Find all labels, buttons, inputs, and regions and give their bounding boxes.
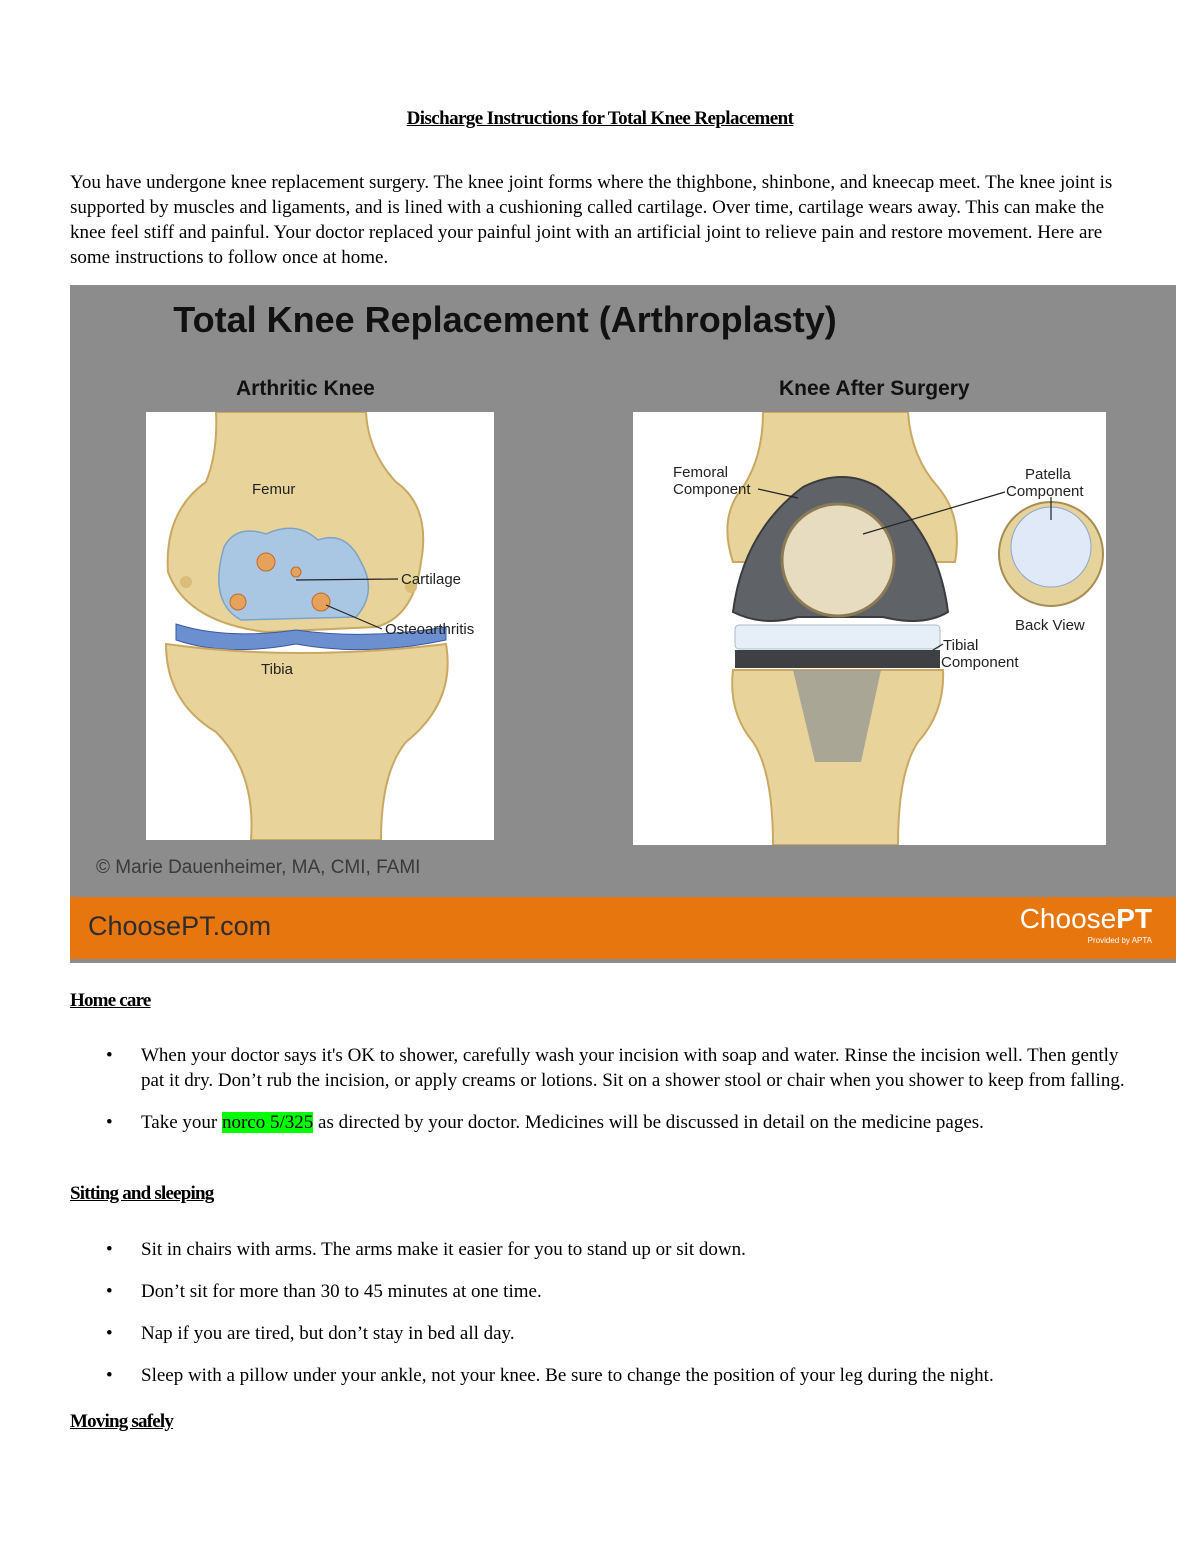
arthritic-knee-title: Arthritic Knee bbox=[236, 377, 375, 400]
arthritic-knee-illustration bbox=[146, 412, 494, 840]
femoral-label-2: Component bbox=[673, 481, 751, 498]
brand-url: ChoosePT.com bbox=[88, 911, 272, 941]
tibial-label-2: Component bbox=[941, 654, 1019, 671]
list-item bbox=[70, 1321, 1140, 1346]
bullet-icon: • bbox=[106, 1323, 113, 1344]
tibia-label: Tibia bbox=[261, 661, 293, 678]
logo-subtext: Provided by APTA bbox=[1087, 936, 1152, 945]
home-care-list bbox=[70, 1043, 1140, 1135]
logo-text-b: PT bbox=[1116, 903, 1152, 934]
femur-label: Femur bbox=[252, 481, 296, 498]
osteoarthritis-label: Osteoarthritis bbox=[385, 621, 475, 638]
document-title: Discharge Instructions for Total Knee Replacement bbox=[406, 108, 794, 129]
patella-label-2: Component bbox=[1006, 483, 1084, 500]
bullet-icon: • bbox=[106, 1281, 113, 1302]
list-item bbox=[70, 1279, 1140, 1304]
femoral-label-1: Femoral bbox=[673, 464, 729, 481]
tibial-label-1: Tibial bbox=[943, 637, 979, 654]
knee-after-surgery-title: Knee After Surgery bbox=[779, 377, 970, 400]
bullet-icon: • bbox=[106, 1045, 113, 1066]
list-item-text: Sit in chairs with arms. The arms make it easier for you to stand up or sit down. bbox=[141, 1239, 746, 1260]
home-care-heading: Home care bbox=[70, 990, 151, 1011]
list-item-text-before: Take your bbox=[141, 1112, 222, 1133]
choosept-logo bbox=[1020, 903, 1152, 945]
list-item bbox=[70, 1363, 1140, 1388]
list-item-text-after: as directed by your doctor. Medicines will be discussed in detail on the medicine pages. bbox=[313, 1112, 984, 1133]
bullet-icon: • bbox=[106, 1365, 113, 1386]
highlighted-medication: norco 5/325 bbox=[221, 1112, 314, 1133]
patella-label-1: Patella bbox=[1025, 466, 1071, 483]
back-view-label: Back View bbox=[1015, 617, 1085, 634]
sitting-sleeping-heading: Sitting and sleeping bbox=[70, 1183, 214, 1204]
list-item bbox=[70, 1110, 1140, 1135]
bullet-icon: • bbox=[106, 1239, 113, 1260]
intro-paragraph: You have undergone knee replacement surgery. The knee joint forms where the thighbone, shinbone, and kneecap meet. The knee joint is supported by muscles and ligaments, and is lined with a cushioning called cartilage. Over time, cartilage wears away. This can make the knee feel stiff and painful. Your doctor replaced your painful joint with an artificial joint to relieve pain and restore movement. Here are some instructions to follow once at home. bbox=[70, 172, 1113, 268]
list-item-text: When your doctor says it's OK to shower, carefully wash your incision with soap and water. Rinse the incision well. Then gently pat it dry. Don’t rub the incision, or apply creams or lotions. Sit on a shower stool or chair when you shower to keep from falling. bbox=[141, 1045, 1125, 1091]
illustration-credit: © Marie Dauenheimer, MA, CMI, FAMI bbox=[96, 857, 421, 878]
knee-after-surgery-illustration bbox=[633, 412, 1106, 845]
moving-safely-heading: Moving safely bbox=[70, 1411, 174, 1432]
knee-replacement-figure bbox=[70, 285, 1176, 963]
list-item-text: Nap if you are tired, but don’t stay in bed all day. bbox=[141, 1323, 515, 1344]
cartilage-label: Cartilage bbox=[401, 571, 462, 588]
bullet-icon: • bbox=[106, 1112, 113, 1133]
list-item bbox=[70, 1237, 1140, 1262]
figure-title: Total Knee Replacement (Arthroplasty) bbox=[173, 299, 837, 340]
logo-text-a: Choose bbox=[1019, 903, 1117, 934]
list-item bbox=[70, 1043, 1140, 1093]
list-item-text: Don’t sit for more than 30 to 45 minutes at one time. bbox=[141, 1281, 542, 1302]
list-item-text: Sleep with a pillow under your ankle, not your knee. Be sure to change the position of your leg during the night. bbox=[141, 1365, 994, 1386]
sitting-sleeping-list bbox=[70, 1237, 1140, 1388]
brand-bar bbox=[70, 897, 1176, 959]
